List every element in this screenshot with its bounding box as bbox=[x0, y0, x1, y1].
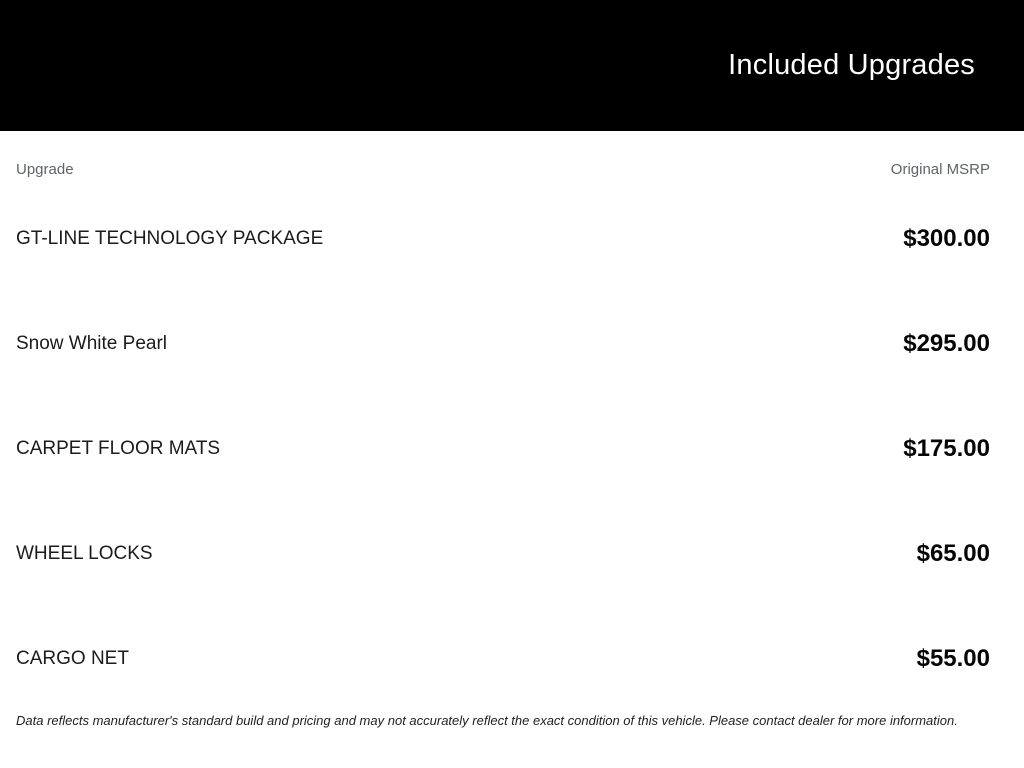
disclaimer-text: Data reflects manufacturer's standard build and pricing and may not accurately reflect the exact condition of this vehicle. Please contact dealer for more information. bbox=[16, 713, 958, 728]
upgrade-price: $295.00 bbox=[903, 329, 990, 357]
upgrade-price: $65.00 bbox=[916, 539, 990, 567]
table-rows bbox=[16, 186, 990, 711]
column-header-upgrade: Upgrade bbox=[16, 161, 74, 178]
table-row bbox=[16, 291, 990, 396]
table-row bbox=[16, 501, 990, 606]
table-row bbox=[16, 606, 990, 711]
upgrade-name: WHEEL LOCKS bbox=[16, 542, 153, 564]
upgrades-table bbox=[0, 162, 1024, 728]
column-header-original-msrp: Original MSRP bbox=[890, 161, 990, 178]
page-title: Included Upgrades bbox=[728, 49, 975, 81]
upgrade-price: $175.00 bbox=[903, 434, 990, 462]
table-column-headers bbox=[16, 162, 990, 178]
upgrade-name: GT-LINE TECHNOLOGY PACKAGE bbox=[16, 227, 324, 249]
header-banner bbox=[0, 0, 1024, 131]
upgrade-price: $55.00 bbox=[916, 644, 990, 672]
upgrade-name: CARPET FLOOR MATS bbox=[16, 437, 221, 459]
upgrade-price: $300.00 bbox=[903, 224, 990, 252]
upgrade-name: Snow White Pearl bbox=[16, 332, 168, 354]
table-row bbox=[16, 186, 990, 291]
upgrade-name: CARGO NET bbox=[16, 647, 129, 669]
table-row bbox=[16, 396, 990, 501]
